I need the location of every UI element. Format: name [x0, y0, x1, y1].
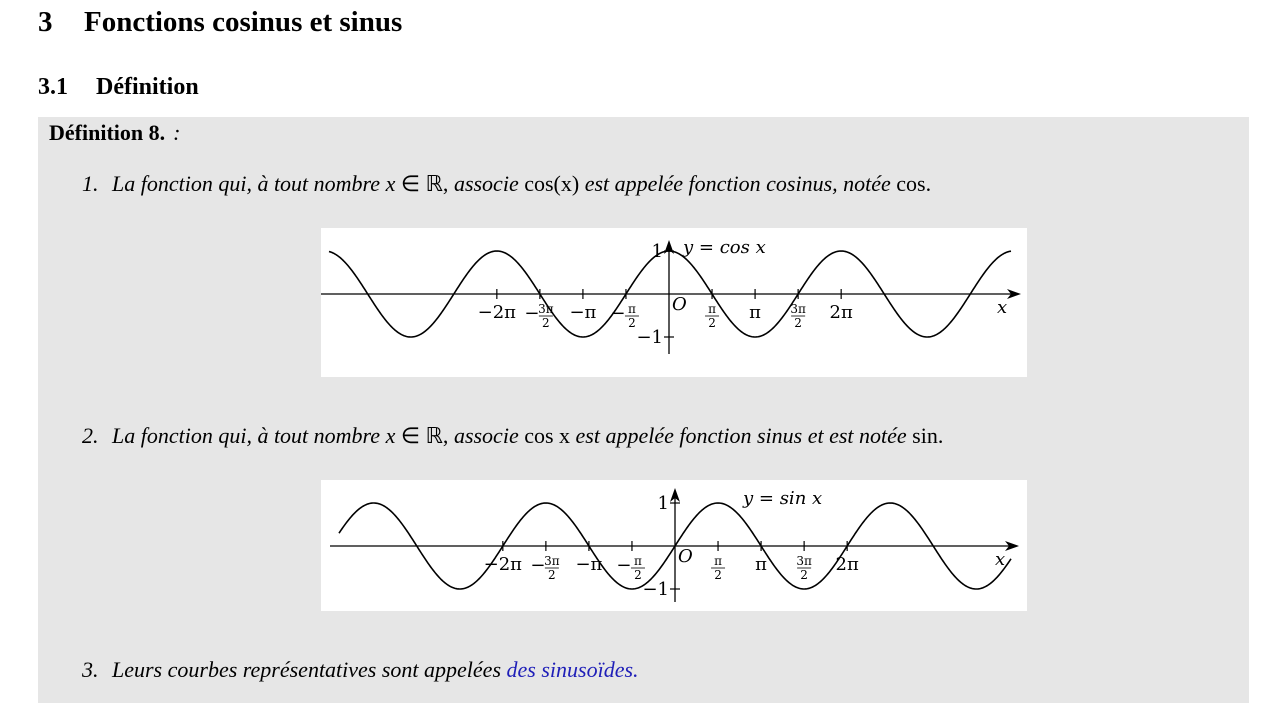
- x-tick-label: [616, 554, 645, 582]
- cosine-graph-svg: [321, 228, 1027, 377]
- item-text: est appelée fonction cosinus, notée: [584, 171, 891, 196]
- item-expression: cos(x): [524, 171, 580, 196]
- x-tick-label: π: [755, 554, 768, 575]
- svg-text:3π: 3π: [544, 554, 560, 568]
- definition-label: Définition 8.: [49, 120, 166, 145]
- item-text: Leurs courbes représentatives sont appelées: [112, 657, 502, 682]
- x-tick-label: [790, 302, 806, 330]
- y-tick-label: −1: [636, 327, 663, 348]
- section-title: Fonctions cosinus et sinus: [84, 6, 403, 38]
- svg-text:2: 2: [548, 568, 556, 582]
- svg-text:2: 2: [714, 568, 722, 582]
- definition-item-2: [82, 423, 943, 449]
- sine-graph: [321, 480, 1027, 611]
- item-notation: sin.: [912, 423, 944, 448]
- item-set: ∈ ℝ,: [400, 423, 449, 448]
- item-text: La fonction qui, à tout nombre: [112, 423, 381, 448]
- item-variable: x: [385, 171, 396, 196]
- x-tick-label: 2π: [835, 554, 859, 575]
- svg-text:−: −: [530, 555, 546, 576]
- item-number: 1.: [82, 171, 99, 196]
- item-text: est appelée fonction sinus et est notée: [575, 423, 907, 448]
- sine-graph-svg: [321, 480, 1027, 611]
- cosine-graph: [321, 228, 1027, 377]
- subsection-number: 3.1: [38, 74, 68, 100]
- item-notation: cos.: [896, 171, 932, 196]
- x-axis-label: x: [995, 549, 1006, 570]
- svg-text:3π: 3π: [538, 302, 554, 316]
- svg-text:π: π: [714, 554, 722, 568]
- subsection-title: Définition: [96, 74, 199, 100]
- item-number: 2.: [82, 423, 99, 448]
- item-text: La fonction qui, à tout nombre: [112, 171, 381, 196]
- svg-text:−: −: [616, 555, 632, 576]
- definition-box: [38, 117, 1249, 703]
- y-tick-label: 1: [651, 241, 663, 262]
- x-tick-label: −2π: [483, 554, 523, 575]
- curve-label: y = sin x: [743, 488, 823, 509]
- section-number: 3: [38, 6, 53, 38]
- item-text: associe: [453, 171, 519, 196]
- curve-label: y = cos x: [683, 237, 766, 258]
- x-tick-label: π: [749, 302, 762, 323]
- x-tick-label: 2π: [829, 302, 853, 323]
- section-heading: [38, 6, 402, 39]
- definition-colon: :: [173, 120, 181, 145]
- x-tick-label: −π: [575, 554, 603, 575]
- x-tick-label: [705, 302, 719, 330]
- x-tick-label: [530, 554, 559, 582]
- x-tick-label: [610, 302, 639, 330]
- svg-text:2: 2: [634, 568, 642, 582]
- x-tick-label: [796, 554, 812, 582]
- item-number: 3.: [82, 657, 99, 682]
- x-tick-label: −2π: [477, 302, 517, 323]
- sinusoid-link[interactable]: des sinusoïdes.: [506, 657, 639, 682]
- svg-text:2: 2: [708, 316, 716, 330]
- item-text: associe: [453, 423, 519, 448]
- svg-text:3π: 3π: [796, 554, 812, 568]
- definition-title: [49, 120, 180, 146]
- y-tick-label: 1: [657, 493, 669, 514]
- svg-text:2: 2: [628, 316, 636, 330]
- x-axis-label: x: [997, 297, 1008, 318]
- svg-text:2: 2: [794, 316, 802, 330]
- svg-text:2: 2: [800, 568, 808, 582]
- definition-item-3: [82, 657, 639, 683]
- svg-text:3π: 3π: [790, 302, 806, 316]
- definition-item-1: [82, 171, 931, 197]
- x-tick-label: [711, 554, 725, 582]
- y-tick-label: −1: [642, 579, 669, 600]
- svg-text:2: 2: [542, 316, 550, 330]
- subsection-heading: [38, 74, 199, 101]
- svg-text:π: π: [628, 302, 636, 316]
- svg-text:π: π: [634, 554, 642, 568]
- origin-label: O: [678, 546, 693, 567]
- svg-text:−: −: [524, 303, 540, 324]
- x-tick-label: [524, 302, 553, 330]
- origin-label: O: [672, 294, 687, 315]
- item-set: ∈ ℝ,: [400, 171, 449, 196]
- item-expression: cos x: [524, 423, 571, 448]
- svg-text:π: π: [708, 302, 716, 316]
- item-variable: x: [385, 423, 396, 448]
- x-tick-label: −π: [569, 302, 597, 323]
- svg-text:−: −: [610, 303, 626, 324]
